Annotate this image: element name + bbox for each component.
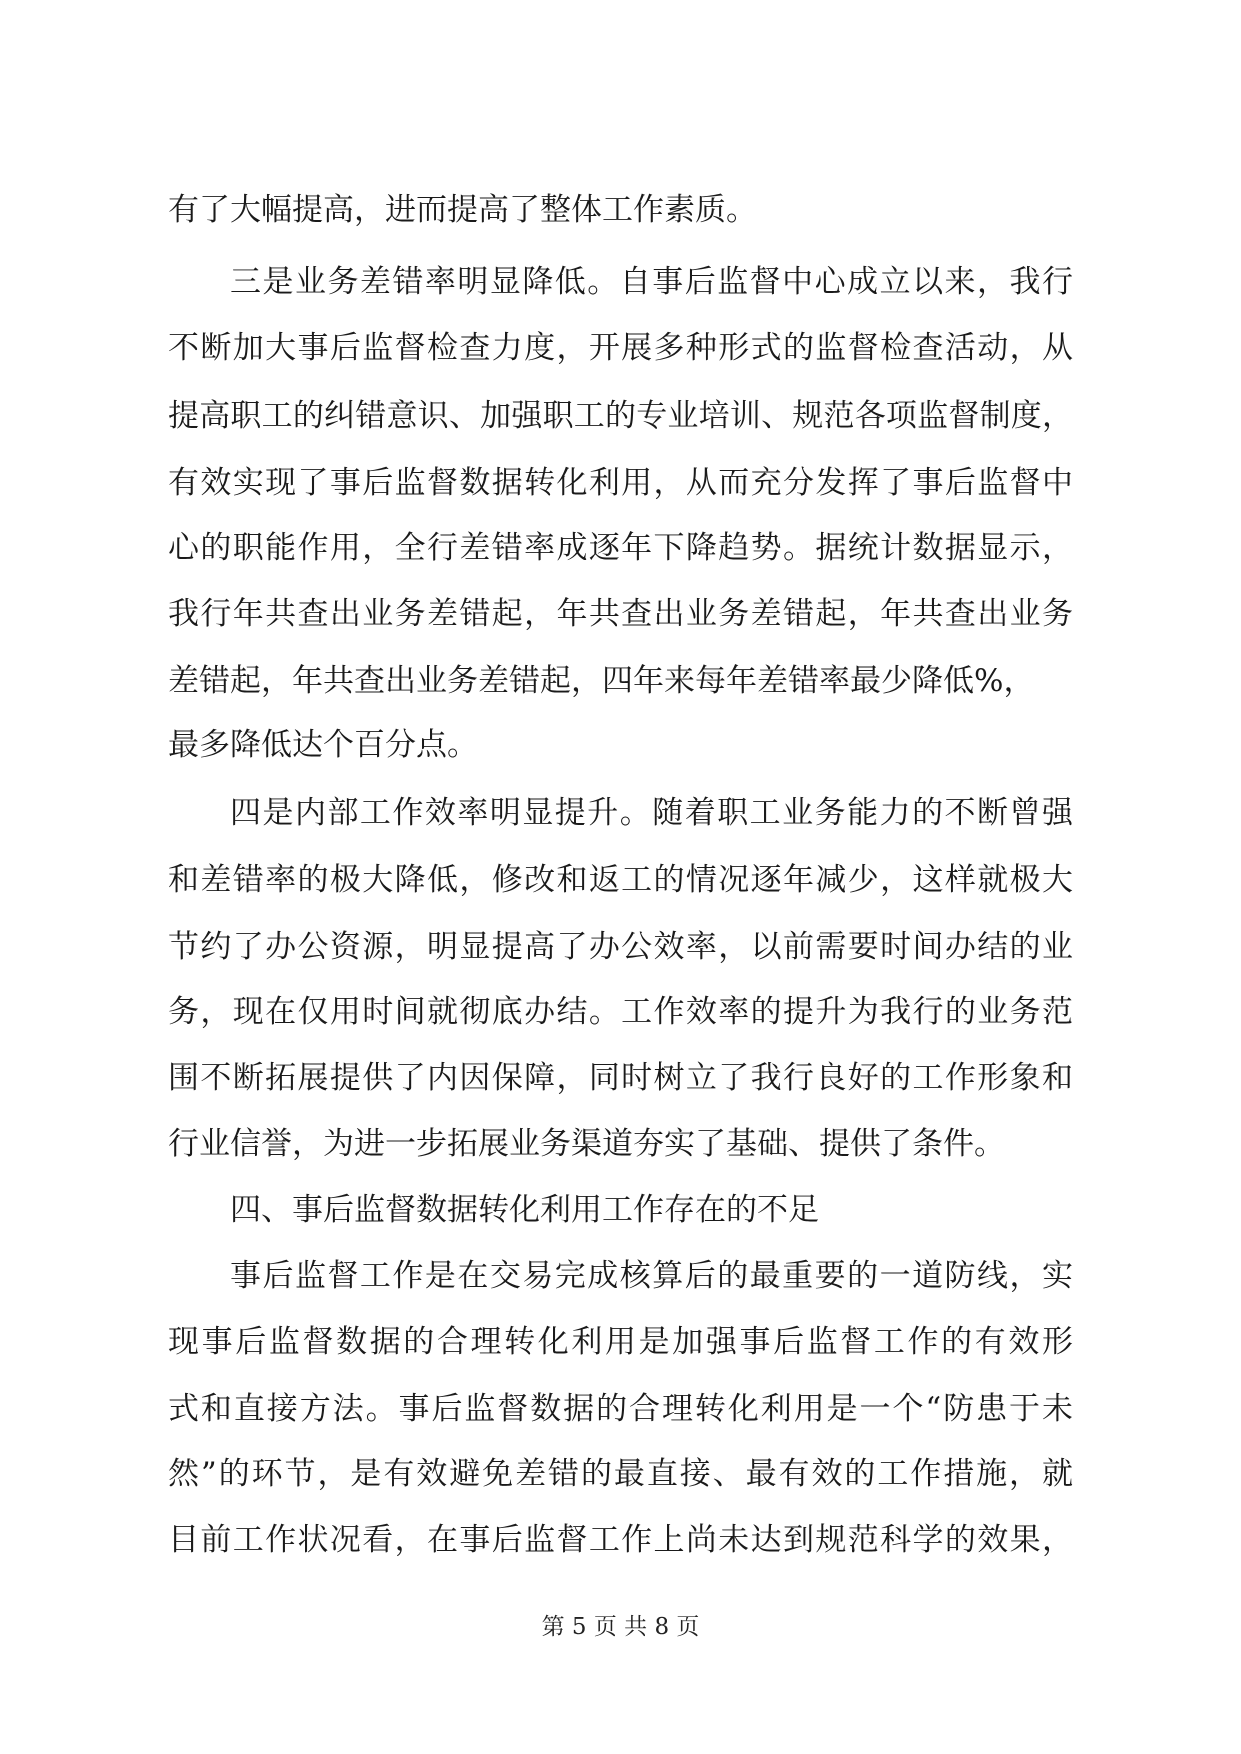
paragraph-line: 提高职工的纠错意识、加强职工的专业培训、规范各项监督制度， xyxy=(168,398,1073,434)
paragraph-line: 节约了办公资源，明显提高了办公效率，以前需要时间办结的业 xyxy=(168,929,1073,965)
page-number-footer: 第 5 页 共 8 页 xyxy=(541,1614,700,1640)
paragraph-line: 差错起，年共查出业务差错起，四年来每年差错率最少降低%， xyxy=(168,663,1035,699)
paragraph-line: 有效实现了事后监督数据转化利用，从而充分发挥了事后监督中 xyxy=(168,465,1073,501)
paragraph-line: 然”的环节，是有效避免差错的最直接、最有效的工作措施，就 xyxy=(168,1456,1073,1492)
paragraph-line: 四是内部工作效率明显提升。随着职工业务能力的不断曾强 xyxy=(230,795,1073,831)
paragraph-line: 三是业务差错率明显降低。自事后监督中心成立以来，我行 xyxy=(230,264,1073,300)
text-line: 有了大幅提高，进而提高了整体工作素质。 xyxy=(168,192,757,228)
paragraph-line: 不断加大事后监督检查力度，开展多种形式的监督检查活动，从 xyxy=(168,330,1073,366)
paragraph-line: 事后监督工作是在交易完成核算后的最重要的一道防线，实 xyxy=(230,1258,1073,1294)
paragraph-line: 行业信誉，为进一步拓展业务渠道夯实了基础、提供了条件。 xyxy=(168,1126,1005,1162)
paragraph-line: 围不断拓展提供了内因保障，同时树立了我行良好的工作形象和 xyxy=(168,1060,1073,1096)
paragraph-line: 式和直接方法。事后监督数据的合理转化利用是一个“防患于未 xyxy=(168,1391,1073,1427)
paragraph-line: 目前工作状况看，在事后监督工作上尚未达到规范科学的效果， xyxy=(168,1522,1073,1558)
paragraph-line: 务，现在仅用时间就彻底办结。工作效率的提升为我行的业务范 xyxy=(168,994,1073,1030)
paragraph-line: 我行年共查出业务差错起，年共查出业务差错起，年共查出业务 xyxy=(168,596,1073,632)
section-heading: 四、事后监督数据转化利用工作存在的不足 xyxy=(230,1192,819,1228)
paragraph-line: 心的职能作用，全行差错率成逐年下降趋势。据统计数据显示， xyxy=(168,530,1073,566)
paragraph-line: 最多降低达个百分点。 xyxy=(168,727,478,763)
paragraph-line: 现事后监督数据的合理转化利用是加强事后监督工作的有效形 xyxy=(168,1324,1073,1360)
paragraph-line: 和差错率的极大降低，修改和返工的情况逐年减少，这样就极大 xyxy=(168,862,1073,898)
